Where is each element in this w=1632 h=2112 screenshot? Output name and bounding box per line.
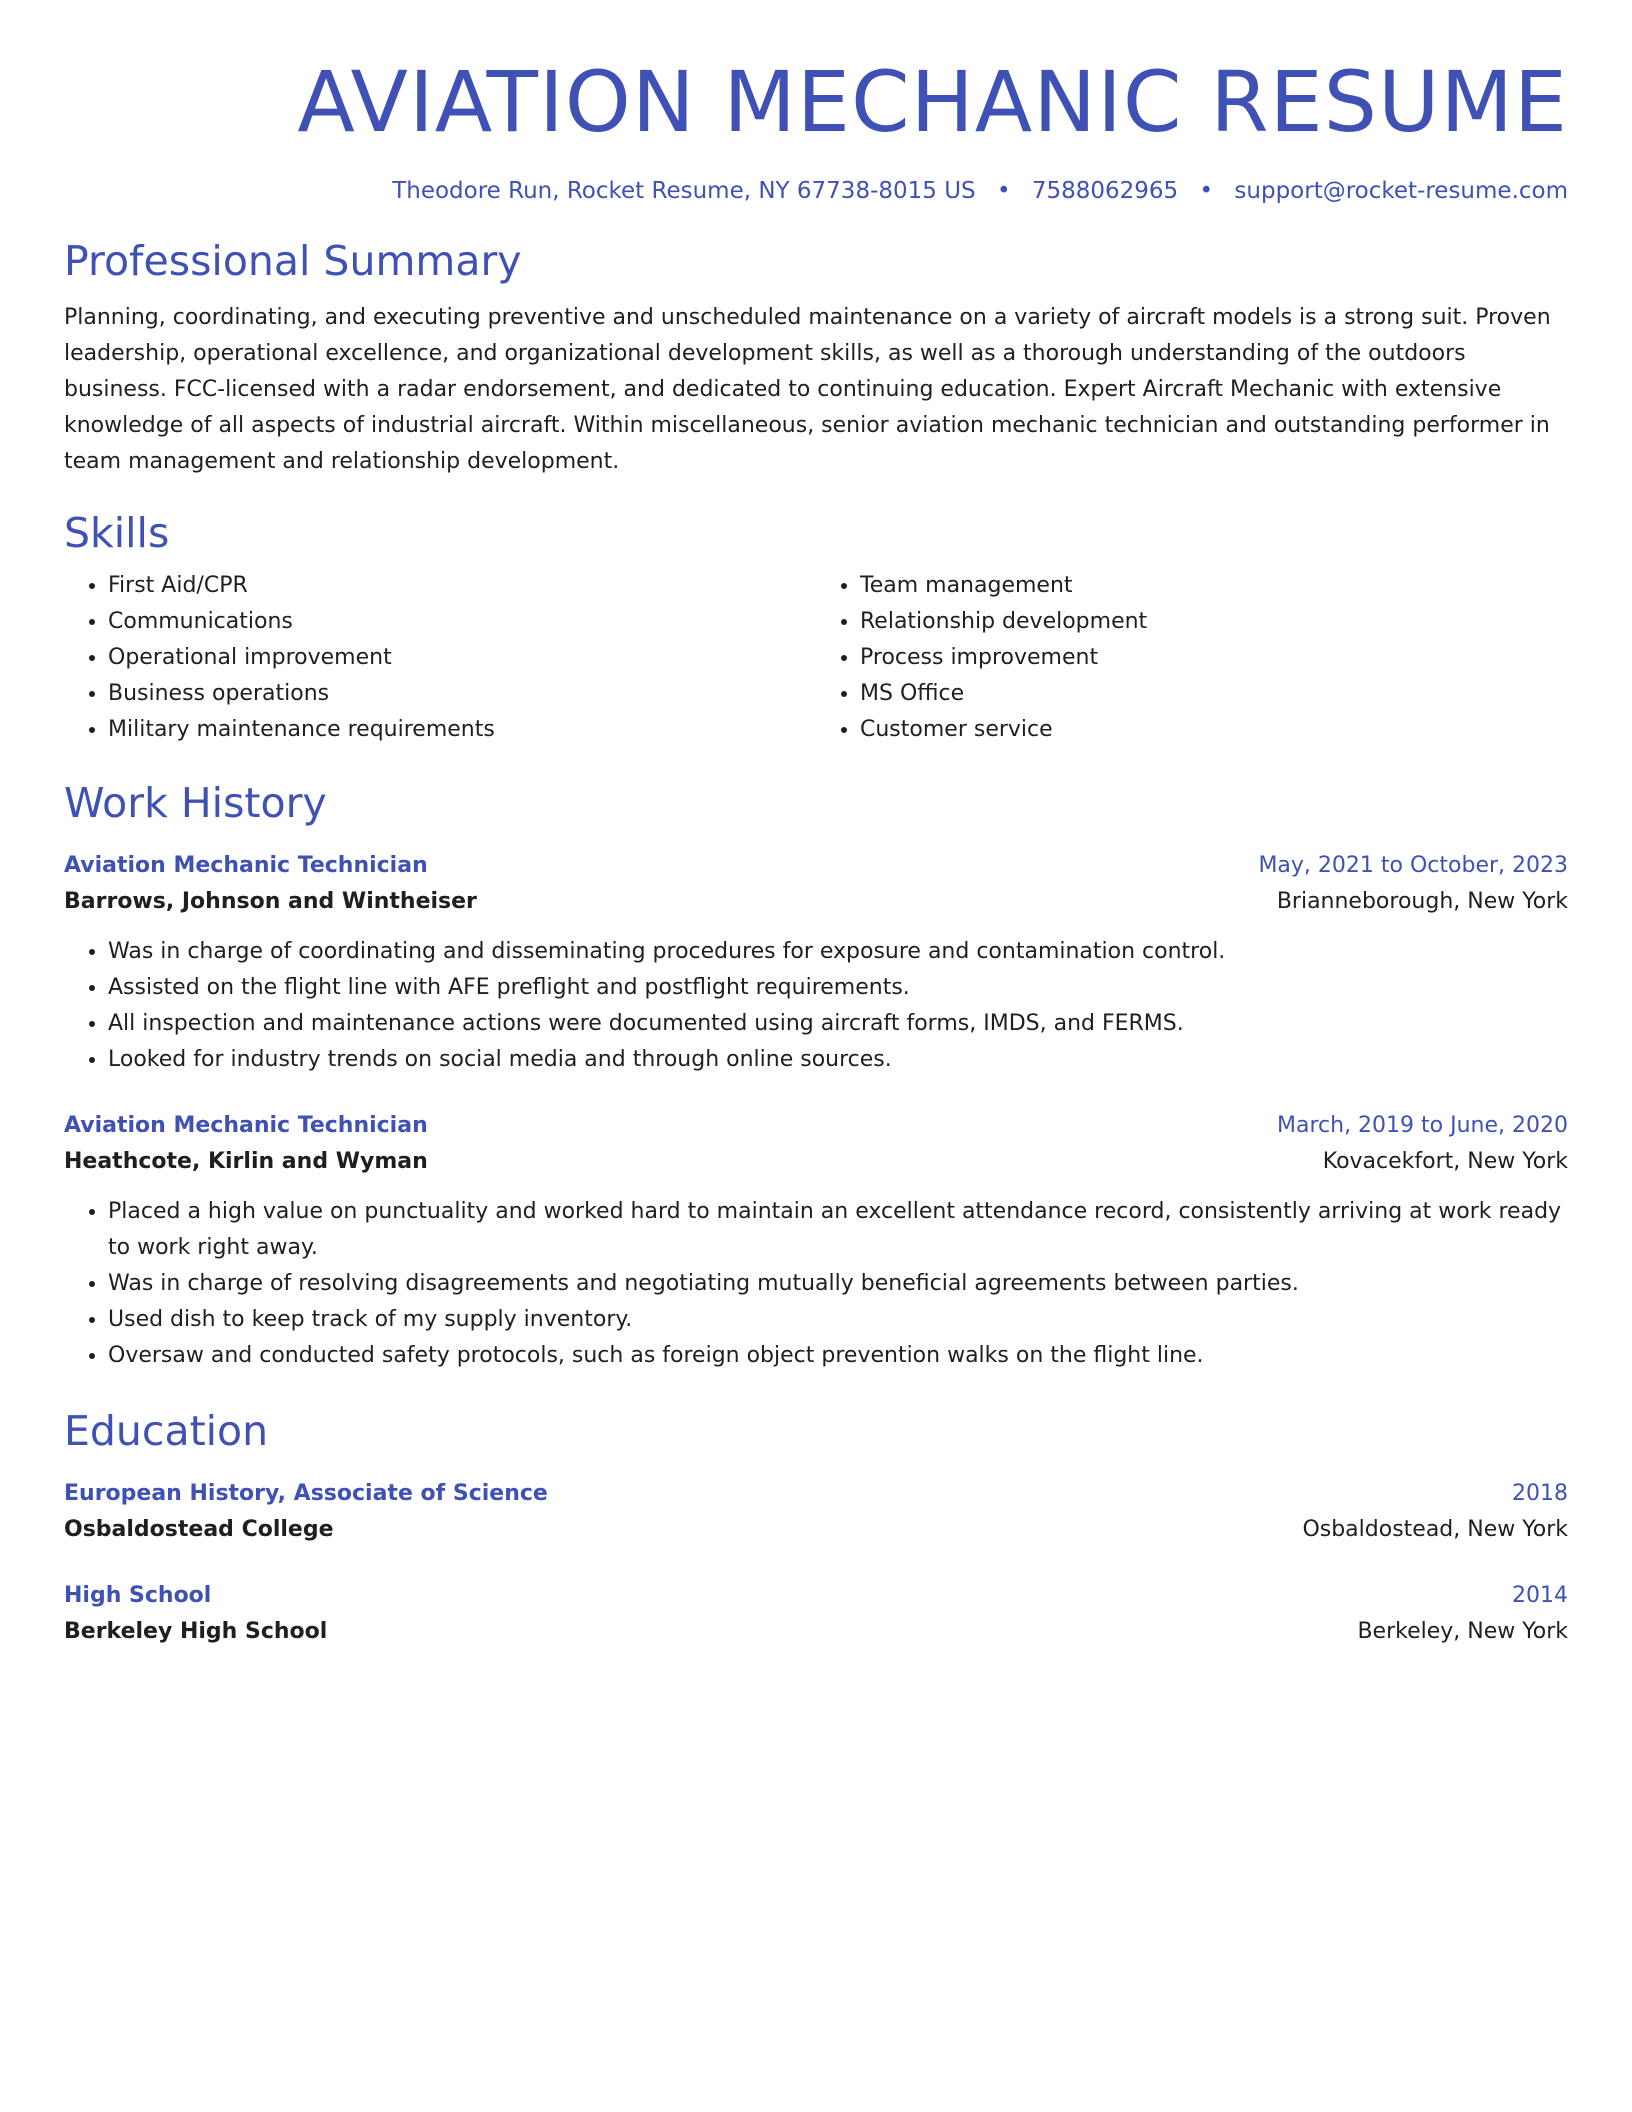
skill-item: • Business operations	[108, 676, 816, 712]
job-header-row	[64, 1108, 1568, 1144]
job-header-row	[64, 848, 1568, 884]
skill-item: • Customer service	[860, 712, 1568, 748]
job-bullets	[64, 1194, 1568, 1374]
contact-address: Theodore Run, Rocket Resume, NY 67738-8015 US	[392, 178, 976, 204]
contact-line	[64, 176, 1568, 206]
skills-list-right	[816, 568, 1568, 748]
job-bullets	[64, 934, 1568, 1078]
job-bullet: • Was in charge of coordinating and disseminating procedures for exposure and contamination control.	[108, 934, 1568, 970]
education-school-row	[64, 1614, 1568, 1650]
education-degree: High School	[64, 1583, 212, 1608]
job-company-row	[64, 1144, 1568, 1180]
job-location: Brianneborough, New York	[1276, 889, 1568, 914]
job-company: Barrows, Johnson and Wintheiser	[64, 889, 477, 914]
job-bullet: • Oversaw and conducted safety protocols, such as foreign object prevention walks on the flight line.	[108, 1338, 1568, 1374]
education-header-row	[64, 1578, 1568, 1614]
education-entry	[64, 1476, 1568, 1548]
job-company: Heathcote, Kirlin and Wyman	[64, 1149, 428, 1174]
education-location: Osbaldostead, New York	[1302, 1517, 1568, 1542]
skill-item: • Communications	[108, 604, 816, 640]
skill-item: • Operational improvement	[108, 640, 816, 676]
contact-separator: •	[996, 178, 1011, 204]
education-school: Berkeley High School	[64, 1619, 328, 1644]
education-heading: Education	[64, 1407, 269, 1455]
job-title: Aviation Mechanic Technician	[64, 1113, 428, 1138]
job-bullet: • Assisted on the flight line with AFE preflight and postflight requirements.	[108, 970, 1568, 1006]
education-school: Osbaldostead College	[64, 1517, 334, 1542]
education-school-row	[64, 1512, 1568, 1548]
education-header-row	[64, 1476, 1568, 1512]
skill-item: • Process improvement	[860, 640, 1568, 676]
resume-title: AVIATION MECHANIC RESUME	[297, 53, 1568, 151]
job-bullet: • Used dish to keep track of my supply inventory.	[108, 1302, 1568, 1338]
education-entry	[64, 1578, 1568, 1650]
education-location: Berkeley, New York	[1357, 1619, 1568, 1644]
education-year: 2014	[1512, 1583, 1568, 1608]
skills-grid	[64, 568, 1568, 748]
contact-separator: •	[1199, 178, 1214, 204]
skill-item: • MS Office	[860, 676, 1568, 712]
skill-item: • Team management	[860, 568, 1568, 604]
education-degree: European History, Associate of Science	[64, 1481, 548, 1506]
skills-list-left	[64, 568, 816, 748]
skill-item: • First Aid/CPR	[108, 568, 816, 604]
skill-item: • Military maintenance requirements	[108, 712, 816, 748]
summary-text: Planning, coordinating, and executing preventive and unscheduled maintenance on a variety of aircraft models is a strong suit. Proven leadership, operational excellence, and organizational development skills, as well as a thorough understanding of the outdoors business. FCC-licensed with a radar endorsement, and dedicated to continuing education. Expert Aircraft Mechanic with extensive knowledge of all aspects of industrial aircraft. Within miscellaneous, senior aviation mechanic technician and outstanding performer in team management and relationship development.	[64, 305, 1551, 474]
job-bullet: • Looked for industry trends on social media and through online sources.	[108, 1042, 1568, 1078]
work-history-heading: Work History	[64, 779, 327, 827]
contact-email: support@rocket-resume.com	[1234, 178, 1568, 204]
job-bullet: • All inspection and maintenance actions were documented using aircraft forms, IMDS, and FERMS.	[108, 1006, 1568, 1042]
job-entry	[64, 848, 1568, 1078]
education-year: 2018	[1512, 1481, 1568, 1506]
job-bullet: • Placed a high value on punctuality and worked hard to maintain an excellent attendance record, consistently arriving at work ready to work right away.	[108, 1194, 1568, 1266]
summary-heading: Professional Summary	[64, 237, 522, 285]
job-entry	[64, 1108, 1568, 1374]
job-company-row	[64, 884, 1568, 920]
skills-heading: Skills	[64, 509, 170, 557]
job-bullet: • Was in charge of resolving disagreements and negotiating mutually beneficial agreements between parties.	[108, 1266, 1568, 1302]
contact-phone: 7588062965	[1031, 178, 1179, 204]
job-dates: May, 2021 to October, 2023	[1258, 853, 1568, 878]
skill-item: • Relationship development	[860, 604, 1568, 640]
job-location: Kovacekfort, New York	[1322, 1149, 1568, 1174]
job-dates: March, 2019 to June, 2020	[1277, 1113, 1568, 1138]
job-title: Aviation Mechanic Technician	[64, 853, 428, 878]
